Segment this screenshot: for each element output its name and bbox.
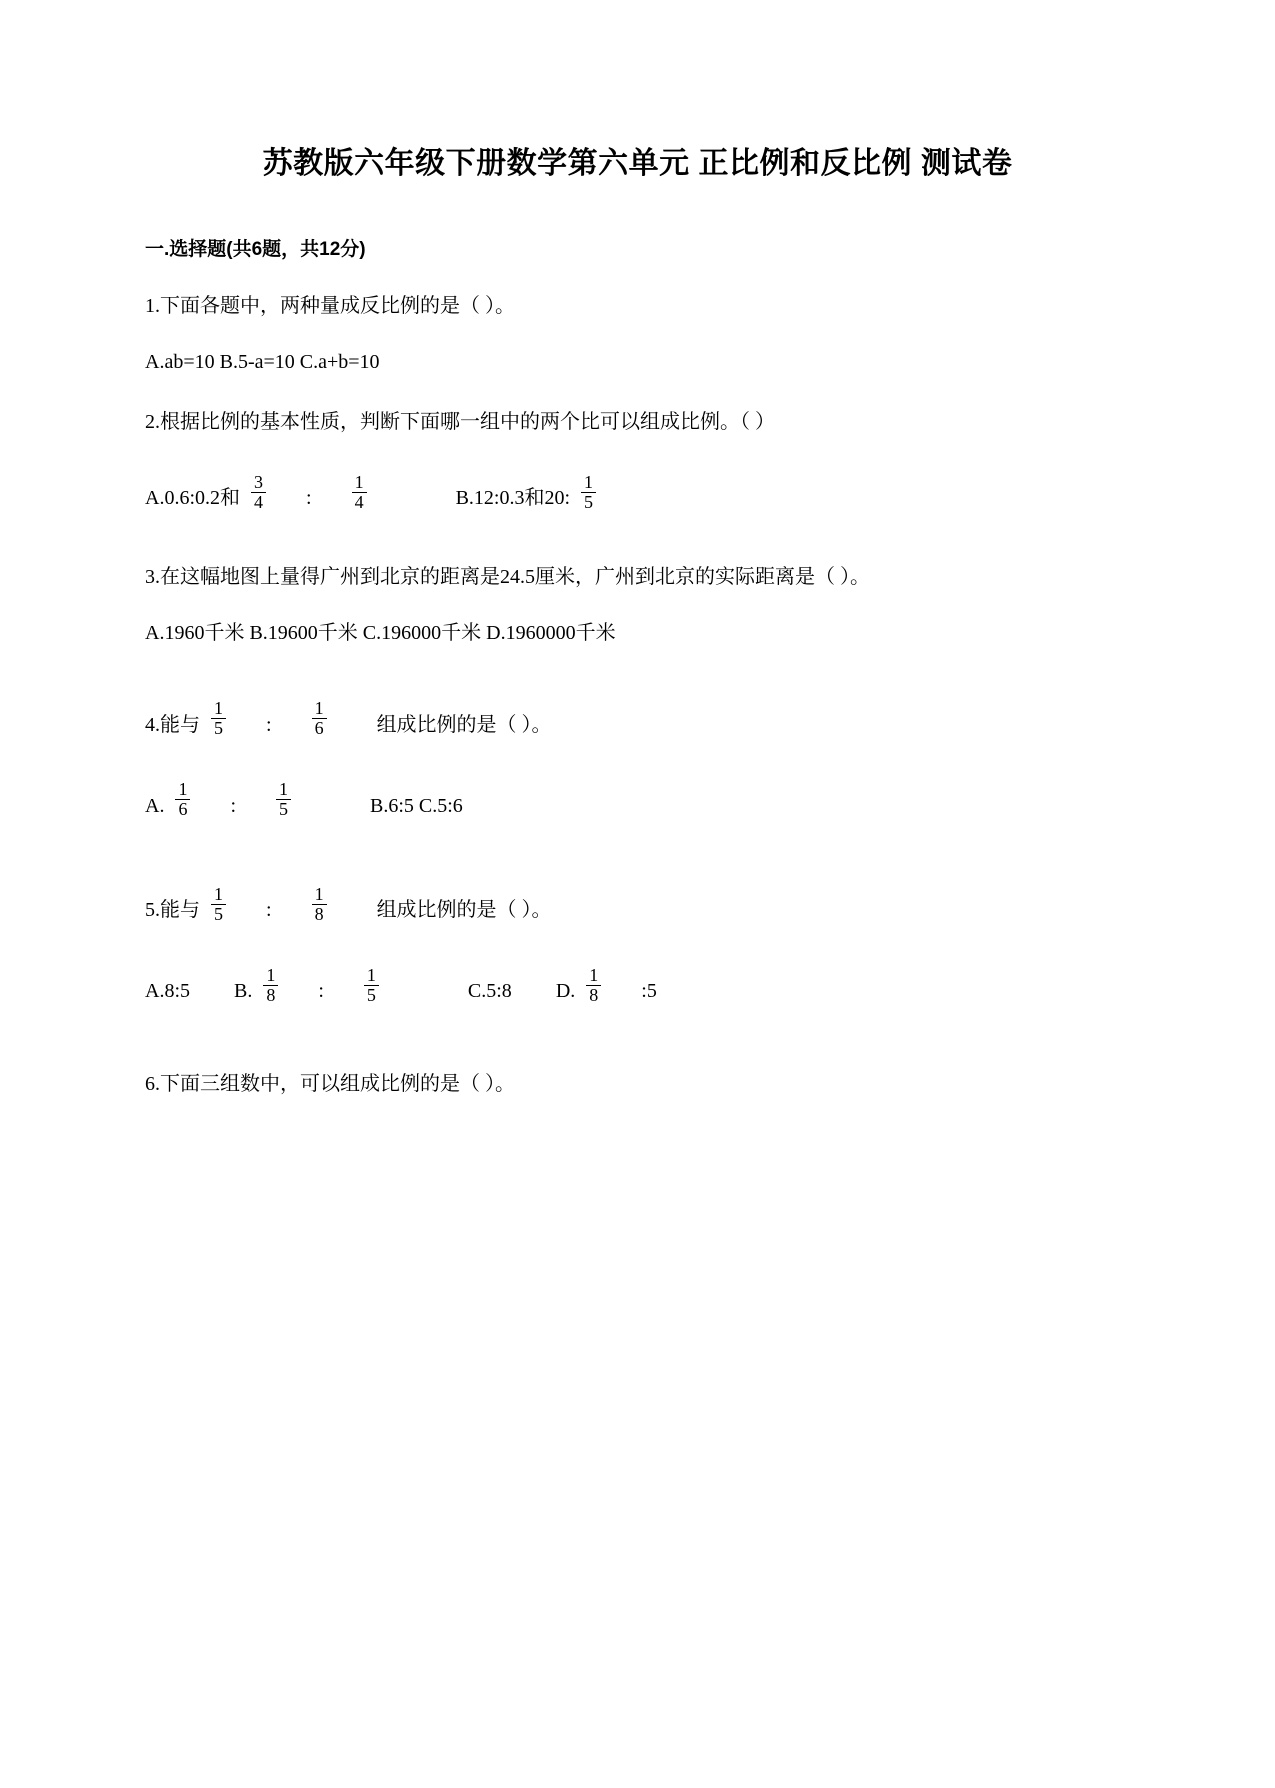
- question-4-option-a-fraction-1: $\frac{1}{6}$: [175, 780, 190, 819]
- question-4-stem-colon: :: [266, 713, 272, 736]
- question-2-option-a-prefix: A.0.6:0.2和: [145, 487, 240, 509]
- question-4-stem-fraction-2: $\frac{1}{6}$: [312, 699, 327, 738]
- question-4-stem-prefix: 4.能与: [145, 713, 200, 736]
- section-heading-choice: 一.选择题(共6题，共12分): [145, 239, 366, 260]
- question-5-option-b-fraction-1: $\frac{1}{8}$: [263, 966, 278, 1005]
- question-5-option-b-colon: :: [318, 980, 324, 1003]
- question-5-stem-colon: :: [266, 899, 272, 922]
- question-5-option-b-prefix: B.: [234, 980, 253, 1003]
- question-5-text: [145, 884, 1130, 930]
- question-4-option-a-fraction-2: $\frac{1}{5}$: [276, 780, 291, 819]
- question-5-option-d-prefix: D.: [555, 980, 576, 1003]
- question-5-stem-suffix: 组成比例的是（ ）。: [376, 899, 552, 922]
- question-5-option-c: C.5:8: [467, 980, 512, 1003]
- question-1-text: 1.下面各题中，两种量成反比例的是（ ）。: [145, 295, 515, 317]
- question-6-text: 6.下面三组数中，可以组成比例的是（ ）。: [145, 1072, 515, 1095]
- question-4-options: [145, 779, 1130, 826]
- question-2-options: [145, 471, 1130, 518]
- question-4-option-a-prefix: A.: [145, 794, 165, 817]
- question-4-stem-suffix: 组成比例的是（ ）。: [376, 713, 552, 736]
- document-page: [0, 138, 1275, 1099]
- question-1-options: A.ab=10 B.5-a=10 C.a+b=10: [145, 351, 380, 373]
- question-4-stem-fraction-1: $\frac{1}{5}$: [211, 699, 226, 738]
- question-5-option-d-suffix: :5: [641, 980, 657, 1003]
- question-5-option-d-fraction: $\frac{1}{8}$: [586, 966, 601, 1005]
- question-3-options: A.1960千米 B.19600千米 C.196000千米 D.1960000千米: [145, 621, 616, 644]
- question-5-stem-fraction-2: $\frac{1}{8}$: [312, 885, 327, 924]
- question-5-stem-fraction-1: $\frac{1}{5}$: [211, 885, 226, 924]
- question-4-text: [145, 698, 1130, 745]
- question-2-option-b-prefix: B.12:0.3和20:: [455, 487, 571, 509]
- question-5-option-a: A.8:5: [145, 980, 190, 1003]
- question-2-option-a-fraction-1: $\frac{3}{4}$: [251, 473, 266, 512]
- question-3-text: 3.在这幅地图上量得广州到北京的距离是24.5厘米，广州到北京的实际距离是（ ）。: [145, 565, 870, 588]
- question-4-options-bc: B.6:5 C.5:6: [370, 794, 463, 817]
- question-2-text: 2.根据比例的基本性质，判断下面哪一组中的两个比可以组成比例。（ ）: [145, 411, 775, 433]
- question-5-option-b-fraction-2: $\frac{1}{5}$: [364, 966, 379, 1005]
- question-2-option-a-fraction-2: $\frac{1}{4}$: [352, 473, 367, 512]
- question-2-option-a-colon: :: [306, 487, 312, 509]
- page-title: 苏教版六年级下册数学第六单元 正比例和反比例 测试卷: [262, 147, 1013, 180]
- question-5-options: [145, 964, 1130, 1011]
- question-2-option-b-fraction: $\frac{1}{5}$: [581, 473, 596, 512]
- question-4-option-a-colon: :: [230, 794, 237, 817]
- question-5-stem-prefix: 5.能与: [145, 899, 200, 922]
